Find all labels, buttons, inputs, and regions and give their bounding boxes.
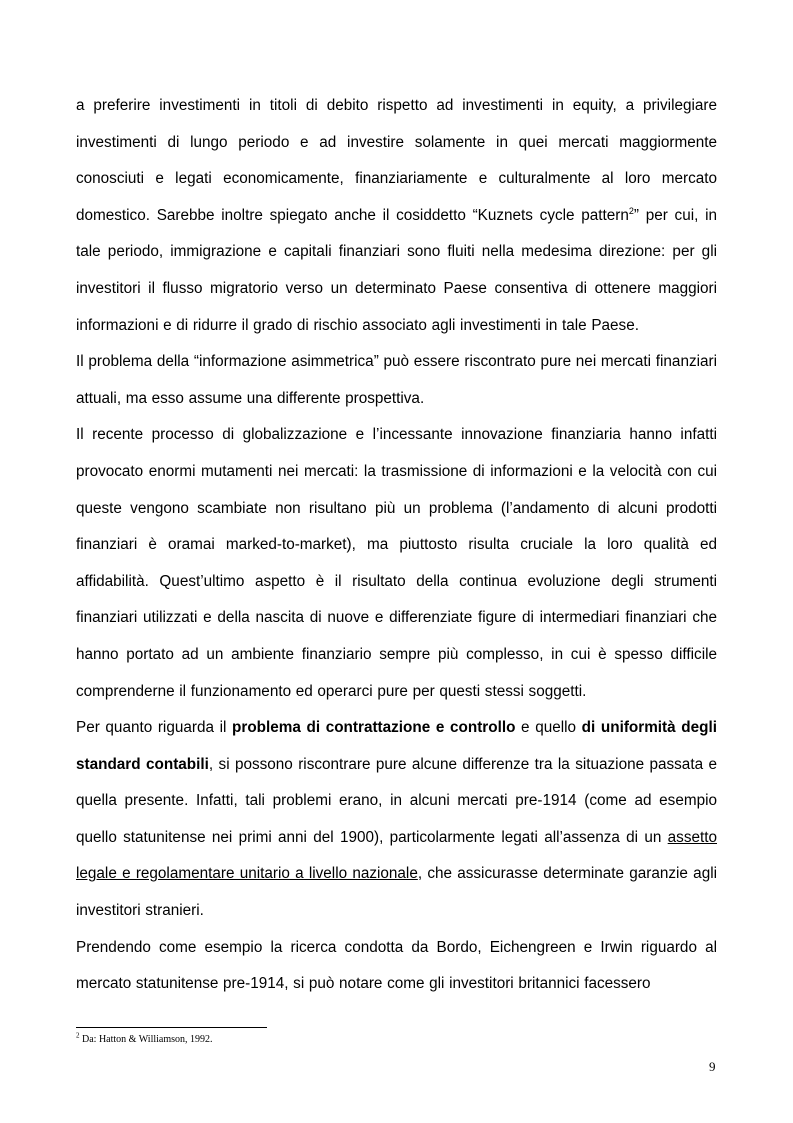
paragraph-text: e quello: [515, 719, 582, 737]
bold-phrase: di uniformità degli standard contabili: [76, 719, 717, 773]
paragraph-text: Per quanto riguarda il: [76, 719, 233, 737]
paragraph: [76, 710, 717, 930]
paragraph-text: , che assicurasse determinate garanzie agli investitori stranieri.: [76, 865, 717, 920]
paragraph-text: , si possono riscontrare pure alcune differenze tra la situazione passata e quella presente. Infatti, tali problemi erano, in alcuni mercati pre-1914 (come ad esempio quello statunitense nei primi anni del 1900), particolarmente legati all’assenza di un: [76, 755, 717, 846]
footnote-text: Da: Hatton & Williamson, 1992.: [79, 1034, 213, 1045]
paragraph: [76, 88, 717, 344]
paragraph-text: ” per cui, in tale periodo, immigrazione e capitali finanziari sono fluiti nella medesima direzione: per gli investitori il flusso migratorio verso un determinato Paese consentiva di ottenere maggiori informazioni e di ridurre il grado di rischio associato agli investimenti in tale Paese.: [76, 206, 717, 334]
footnote: [76, 1031, 213, 1046]
footnote-number: 2: [76, 1031, 80, 1040]
paragraph: Il problema della “informazione asimmetrica” può essere riscontrato pure nei mercati finanziari attuali, ma esso assume una differente prospettiva.: [76, 353, 717, 407]
bold-phrase: problema di contrattazione e controllo: [232, 719, 516, 737]
paragraph: Prendendo come esempio la ricerca condotta da Bordo, Eichengreen e Irwin riguardo al mercato statunitense pre-1914, si può notare come gli investitori britannici facessero: [76, 938, 717, 993]
underlined-phrase: assetto legale e regolamentare unitario a livello nazionale: [76, 828, 717, 883]
body-text: [76, 88, 717, 1003]
page-number: 9: [709, 1059, 716, 1074]
footnote-divider: [76, 1027, 267, 1028]
paragraph: Il recente processo di globalizzazione e l’incessante innovazione finanziaria hanno infatti provocato enormi mutamenti nei mercati: la trasmissione di informazioni e la velocità con cui queste vengono scambiate non risultano più un problema (l’andamento di alcuni prodotti finanziari è oramai marked-to-market), ma piuttosto risulta cruciale la loro qualità ed affidabilità. Quest’ultimo aspetto è il risultato della continua evoluzione degli strumenti finanziari utilizzati e della nascita di nuove e differenziate figure di intermediari finanziari che hanno portato ad un ambiente finanziario sempre più complesso, in cui è spesso difficile comprenderne il funzionamento ed operarci pure per questi stessi soggetti.: [76, 426, 717, 700]
footnote-reference: 2: [628, 205, 634, 216]
paragraph-text: a preferire investimenti in titoli di debito rispetto ad investimenti in equity, a privilegiare investimenti di lungo periodo e ad investire solamente in quei mercati maggiormente conosciuti e legati economicamente, finanziariamente e culturalmente al loro mercato domestico. Sarebbe inoltre spiegato anche il cosiddetto “Kuznets cycle pattern: [76, 97, 717, 224]
